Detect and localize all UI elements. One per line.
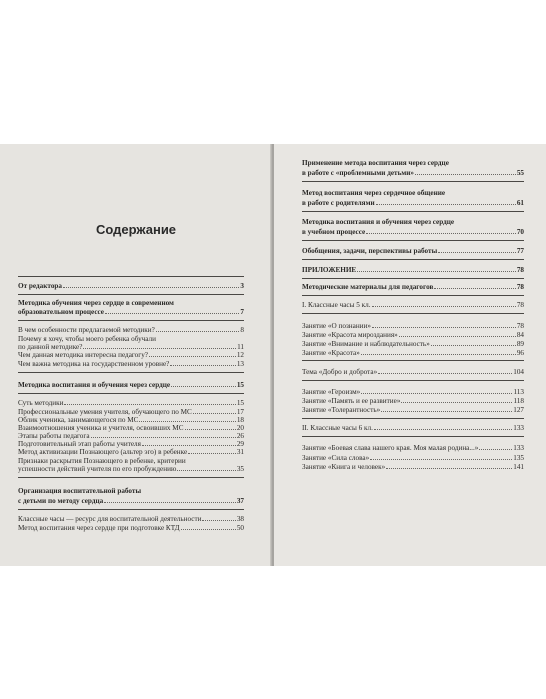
toc-entry: Чем важна методика на государственном уровне? 13 (18, 360, 244, 368)
toc-entry: Классные часы — ресурс для воспитательной деятельности 38 (18, 515, 244, 523)
toc-entry: Методические материалы для педагогов 78 (302, 283, 524, 291)
right-page (274, 144, 546, 566)
toc-entry: I. Классные часы 5 кл. 78 (302, 301, 524, 309)
divider (302, 360, 524, 361)
toc-entry-line: Методика обучения через сердце в современном (18, 299, 174, 307)
toc-entry: В чем особенности предлагаемой методики? 8 (18, 326, 244, 334)
toc-entry: От редактора 3 (18, 282, 244, 290)
toc-entry-line: Метод воспитания через сердечное общение (302, 189, 446, 197)
toc-entry: Занятие «Внимание и наблюдательность» 89 (302, 340, 524, 348)
toc-entry: Этапы работы педагога 26 (18, 432, 244, 440)
divider (18, 393, 244, 394)
toc-entry: Занятие «Красота мироздания» 84 (302, 331, 524, 339)
toc-entry-line: Почему я хочу, чтобы моего ребенка обучали (18, 335, 156, 343)
divider (302, 259, 524, 260)
divider (18, 477, 244, 478)
toc-entry: Занятие «Сила слова» 135 (302, 454, 524, 462)
book-spread (0, 144, 546, 566)
divider (18, 372, 244, 373)
toc-entry: в работе с «проблемными детьми» 55 (302, 169, 524, 177)
toc-entry: Метод активизации Познающего (альтер эго) в ребенке 31 (18, 448, 244, 456)
toc-entry: Занятие «Книга и человек» 141 (302, 463, 524, 471)
divider (302, 380, 524, 381)
toc-entry-line: Методика воспитания и обучения через сердце (302, 218, 455, 226)
divider (302, 418, 524, 419)
toc-entry: Занятие «Толерантность» 127 (302, 406, 524, 414)
divider (302, 295, 524, 296)
toc-entry: Занятие «Красота» 96 (302, 349, 524, 357)
toc-entry: Занятие «Память и ее развитие» 118 (302, 397, 524, 405)
divider (302, 436, 524, 437)
divider (18, 320, 244, 321)
toc-entry: Облик ученика, занимающегося по МС 18 (18, 416, 244, 424)
toc-entry: с детьми по методу сердца 37 (18, 497, 244, 505)
toc-entry: Занятие «О познании» 78 (302, 322, 524, 330)
toc-entry: Методика воспитания и обучения через сердце 15 (18, 381, 244, 389)
toc-entry-line: Применение метода воспитания через сердце (302, 159, 449, 167)
page-title: Содержание (95, 222, 177, 237)
toc-entry: по данной методике? 11 (18, 343, 244, 351)
divider (302, 211, 524, 212)
divider (18, 276, 244, 277)
toc-entry: Тема «Добро и доброта» 104 (302, 368, 524, 376)
toc-entry: в работе с родителями 61 (302, 199, 524, 207)
toc-entry: ПРИЛОЖЕНИЕ 78 (302, 266, 524, 274)
divider (18, 294, 244, 295)
toc-entry-line: Организация воспитательной работы (18, 487, 142, 495)
toc-entry: успешности действий учителя по его пробуждению 35 (18, 465, 244, 473)
divider (302, 313, 524, 314)
left-page (0, 144, 272, 566)
toc-entry: Взаимоотношения ученика и учителя, освоивших МС 20 (18, 424, 244, 432)
toc-entry: Чем данная методика интересна педагогу? 12 (18, 351, 244, 359)
divider (302, 181, 524, 182)
toc-entry: в учебном процессе 70 (302, 228, 524, 236)
toc-entry: образовательном процессе 7 (18, 308, 244, 316)
toc-entry: Профессиональные умения учителя, обучающего по МС 17 (18, 408, 244, 416)
toc-entry: II. Классные часы 6 кл. 133 (302, 424, 524, 432)
divider (18, 509, 244, 510)
divider (302, 240, 524, 241)
toc-entry: Обобщения, задачи, перспективы работы 77 (302, 247, 524, 255)
toc-entry: Метод воспитания через сердце при подготовке КТД 50 (18, 524, 244, 532)
toc-entry: Занятие «Боевая слава нашего края. Моя малая родина...» 133 (302, 444, 524, 452)
toc-entry-line: Признаки раскрытия Познающего в ребенке, критерии (18, 457, 186, 465)
divider (302, 278, 524, 279)
toc-entry: Суть методики 15 (18, 399, 244, 407)
toc-entry: Подготовительный этап работы учителя 29 (18, 440, 244, 448)
toc-entry: Занятие «Героизм» 113 (302, 388, 524, 396)
